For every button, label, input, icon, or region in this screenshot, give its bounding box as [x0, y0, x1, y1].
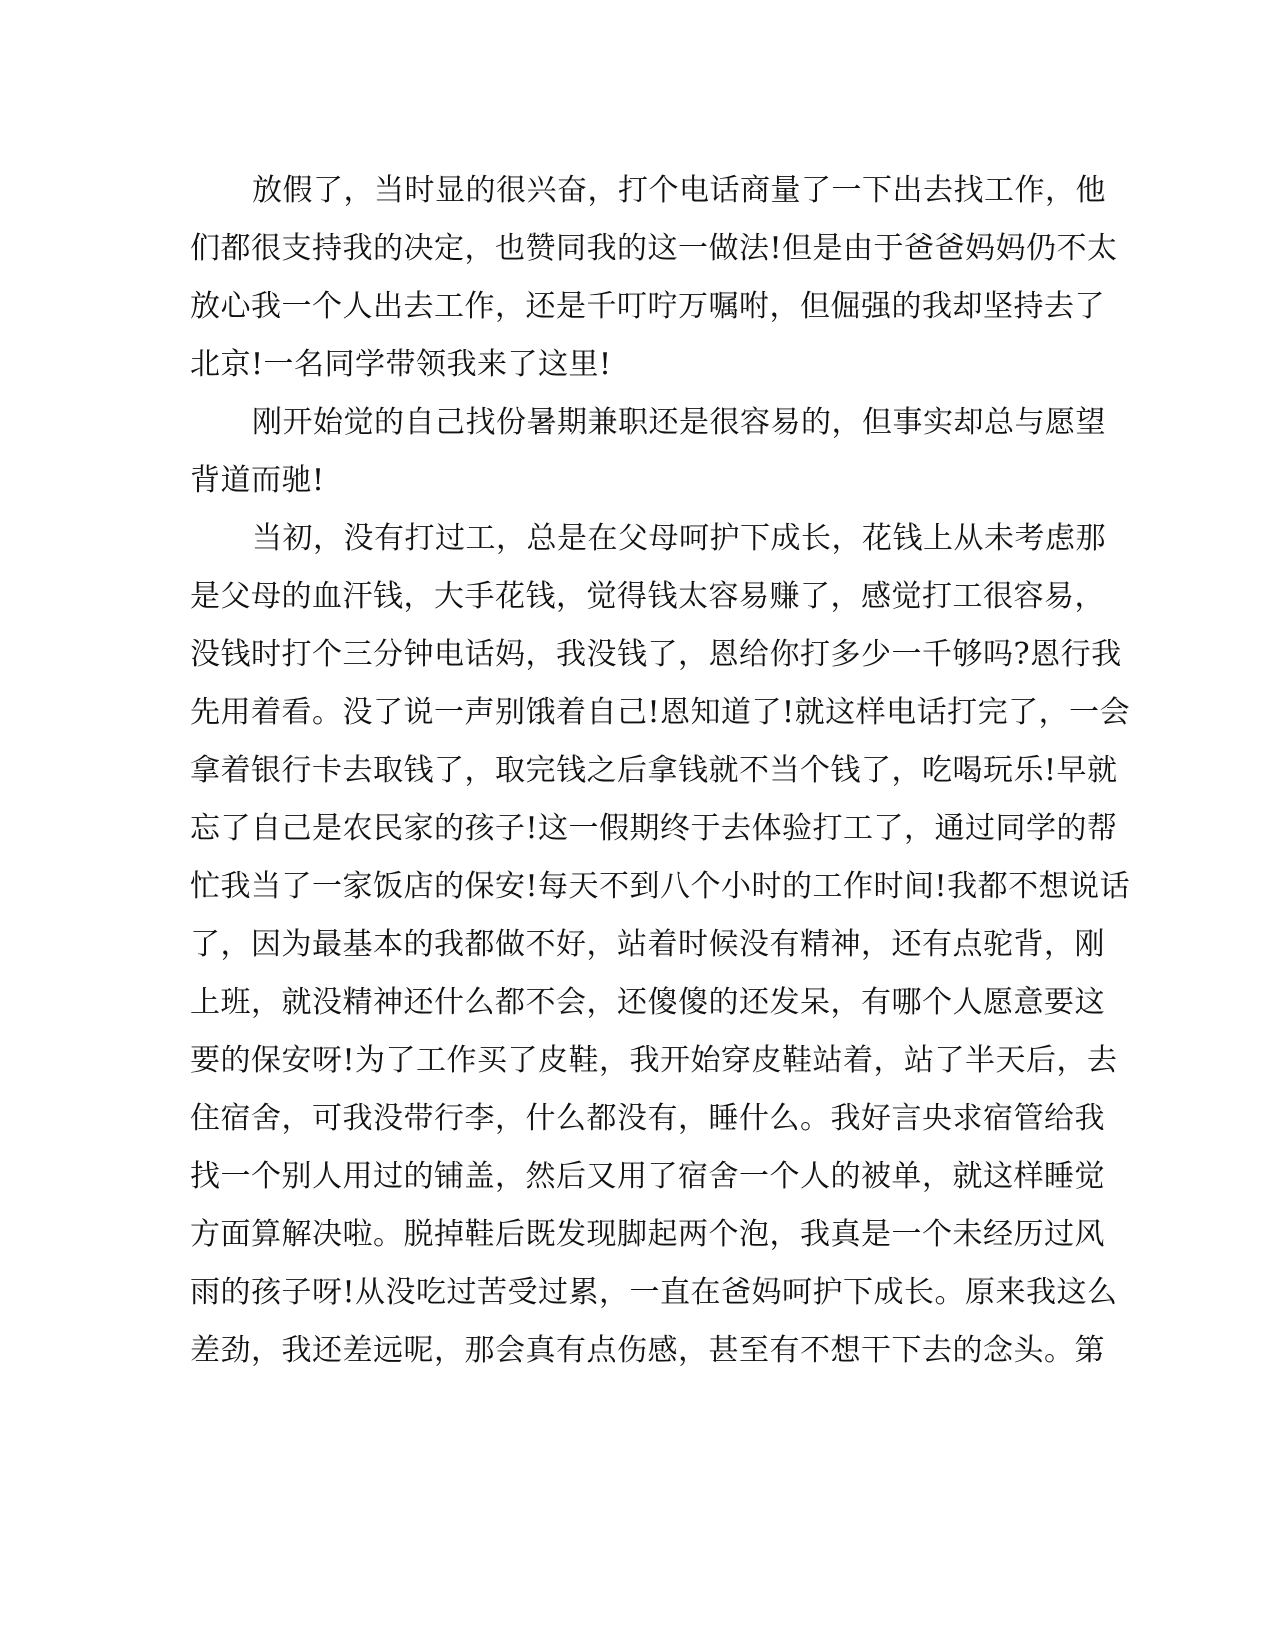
text-line: 了，因为最基本的我都做不好，站着时候没有精神，还有点驼背，刚 — [190, 927, 1105, 962]
text-line: 上班，就没精神还什么都不会，还傻傻的还发呆，有哪个人愿意要这 — [190, 985, 1105, 1020]
text-line: 放心我一个人出去工作，还是千叮咛万嘱咐，但倔强的我却坚持去了 — [190, 289, 1105, 324]
paragraph-3 — [190, 510, 1131, 1380]
text-line: 要的保安呀!为了工作买了皮鞋，我开始穿皮鞋站着，站了半天后，去 — [190, 1043, 1118, 1078]
text-line: 是父母的血汗钱，大手花钱，觉得钱太容易赚了，感觉打工很容易， — [190, 579, 1105, 614]
paragraph-1 — [190, 162, 1118, 394]
text-line: 当初，没有打过工，总是在父母呵护下成长，花钱上从未考虑那 — [252, 521, 1106, 556]
text-line: 忘了自己是农民家的孩子!这一假期终于去体验打工了，通过同学的帮 — [190, 811, 1118, 846]
paragraph-2 — [190, 394, 1106, 510]
text-line: 放假了，当时显的很兴奋，打个电话商量了一下出去找工作，他 — [252, 173, 1106, 208]
text-line: 们都很支持我的决定，也赞同我的这一做法!但是由于爸爸妈妈仍不太 — [190, 231, 1118, 266]
text-line: 北京!一名同学带领我来了这里! — [190, 347, 612, 382]
text-line: 方面算解决啦。脱掉鞋后既发现脚起两个泡，我真是一个未经历过风 — [190, 1217, 1105, 1252]
document-body — [190, 162, 1131, 1380]
text-line: 忙我当了一家饭店的保安!每天不到八个小时的工作时间!我都不想说话 — [190, 869, 1131, 904]
text-line: 找一个别人用过的铺盖，然后又用了宿舍一个人的被单，就这样睡觉 — [190, 1159, 1105, 1194]
text-line: 先用着看。没了说一声别饿着自己!恩知道了!就这样电话打完了，一会 — [190, 695, 1131, 730]
text-line: 刚开始觉的自己找份暑期兼职还是很容易的，但事实却总与愿望 — [252, 405, 1106, 440]
text-line: 住宿舍，可我没带行李，什么都没有，睡什么。我好言央求宿管给我 — [190, 1101, 1105, 1136]
text-line: 拿着银行卡去取钱了，取完钱之后拿钱就不当个钱了，吃喝玩乐!早就 — [190, 753, 1118, 788]
text-line: 雨的孩子呀!从没吃过苦受过累，一直在爸妈呵护下成长。原来我这么 — [190, 1275, 1118, 1310]
text-line: 差劲，我还差远呢，那会真有点伤感，甚至有不想干下去的念头。第 — [190, 1333, 1105, 1368]
text-line: 没钱时打个三分钟电话妈，我没钱了，恩给你打多少一千够吗?恩行我 — [190, 637, 1122, 672]
text-line: 背道而驰! — [190, 463, 325, 498]
